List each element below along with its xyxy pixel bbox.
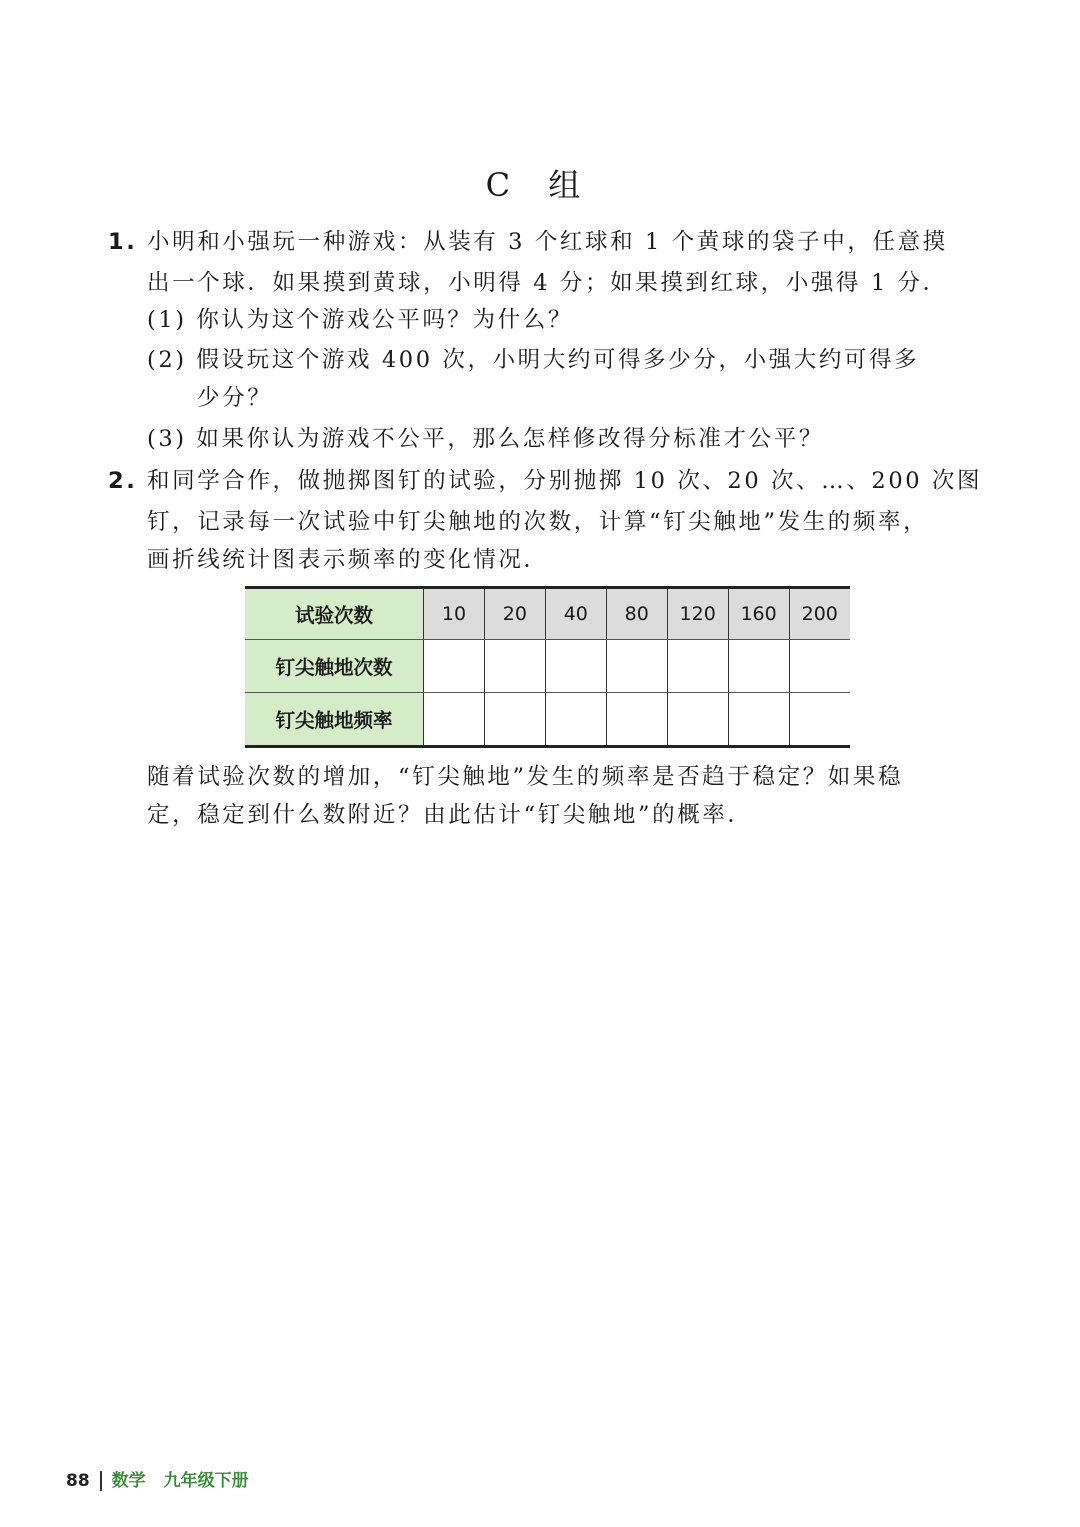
table-header-trials: 试验次数 xyxy=(245,588,424,640)
table-cell-empty xyxy=(728,693,789,747)
table-cell-empty xyxy=(484,640,545,693)
table-row-trials xyxy=(245,588,850,640)
table-cell-empty xyxy=(424,640,485,693)
table-cell-trial: 20 xyxy=(484,588,545,640)
question-1-sub-1: (1) 你认为这个游戏公平吗？为什么？ xyxy=(147,307,573,333)
page-footer xyxy=(66,1466,249,1491)
question-1-line-2: 出一个球．如果摸到黄球，小明得 4 分；如果摸到红球，小强得 1 分． xyxy=(147,270,948,296)
table-cell-trial: 200 xyxy=(789,588,850,640)
section-title: C 组 xyxy=(485,166,595,204)
table-cell-empty xyxy=(606,693,667,747)
table-cell-trial: 120 xyxy=(667,588,728,640)
table-row-frequency xyxy=(245,693,850,747)
table-row-count xyxy=(245,640,850,693)
table-cell-empty xyxy=(789,640,850,693)
table-cell-empty xyxy=(667,693,728,747)
question-2-after-line-1: 随着试验次数的增加，“钉尖触地”发生的频率是否趋于稳定？如果稳 xyxy=(147,764,904,790)
table-header-frequency: 钉尖触地频率 xyxy=(245,693,424,747)
question-1-sub-2-line-1: (2) 假设玩这个游戏 400 次，小明大约可得多少分，小强大约可得多 xyxy=(147,347,920,373)
table-cell-trial: 10 xyxy=(424,588,485,640)
table-cell-trial: 40 xyxy=(545,588,606,640)
question-2-after-line-2: 定，稳定到什么数附近？由此估计“钉尖触地”的概率． xyxy=(147,802,753,828)
table-cell-trial: 80 xyxy=(606,588,667,640)
question-2-line-3: 画折线统计图表示频率的变化情况． xyxy=(147,547,549,573)
book-grade: 九年级下册 xyxy=(163,1471,249,1491)
table-cell-empty xyxy=(545,640,606,693)
table-header-count: 钉尖触地次数 xyxy=(245,640,424,693)
table-cell-empty xyxy=(484,693,545,747)
table-cell-empty xyxy=(789,693,850,747)
footer-divider xyxy=(100,1471,102,1491)
question-1-line-1: 小明和小强玩一种游戏：从装有 3 个红球和 1 个黄球的袋子中，任意摸 xyxy=(147,229,948,255)
book-title: 数学 xyxy=(111,1471,146,1491)
table-cell-empty xyxy=(606,640,667,693)
table-cell-trial: 160 xyxy=(728,588,789,640)
page-number: 88 xyxy=(66,1471,90,1491)
question-2-line-2: 钉，记录每一次试验中钉尖触地的次数，计算“钉尖触地”发生的频率， xyxy=(147,509,929,535)
question-1-sub-2-line-2: 少分？ xyxy=(197,385,273,411)
table-cell-empty xyxy=(545,693,606,747)
table-cell-empty xyxy=(728,640,789,693)
experiment-table xyxy=(245,586,850,748)
table-cell-empty xyxy=(667,640,728,693)
question-1-number: 1. xyxy=(108,229,138,255)
question-2-line-1: 和同学合作，做抛掷图钉的试验，分别抛掷 10 次、20 次、…、200 次图 xyxy=(147,468,983,494)
table-cell-empty xyxy=(424,693,485,747)
question-2-number: 2. xyxy=(108,468,138,494)
question-1-sub-3: (3) 如果你认为游戏不公平，那么怎样修改得分标准才公平？ xyxy=(147,426,824,452)
